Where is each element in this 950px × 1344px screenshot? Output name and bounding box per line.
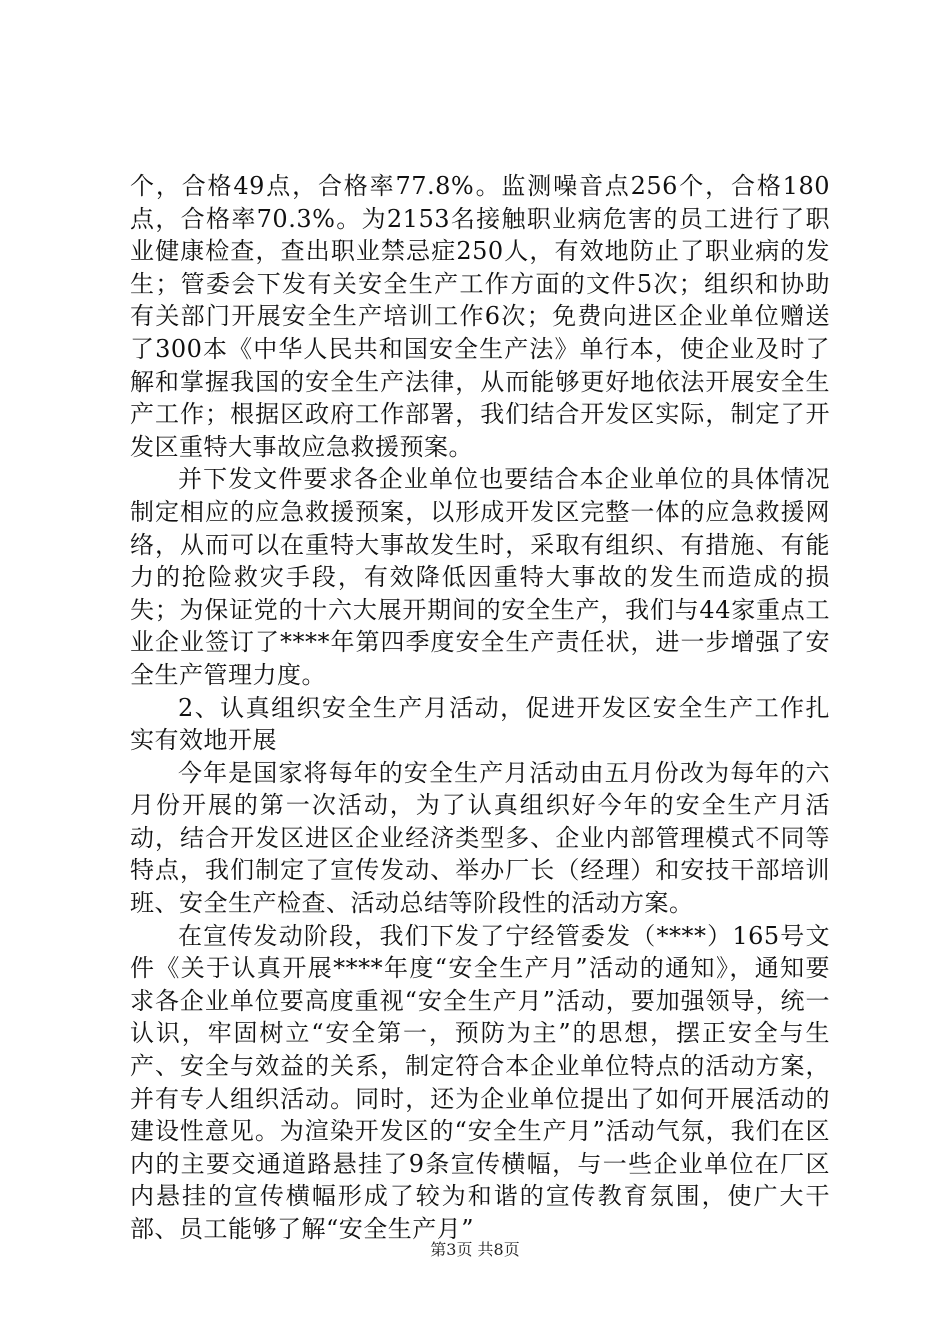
paragraph-safety-month-intro: 今年是国家将每年的安全生产月活动由五月份改为每年的六月份开展的第一次活动，为了认真组织好今年的安全生产月活动，结合开发区进区企业经济类型多、企业内部管理模式不同等特点，我们制定了宣传发动、举办厂长（经理）和安技干部培训班、安全生产检查、活动总结等阶段性的活动方案。 [130,758,830,918]
section-heading-safety-month: 2、认真组织安全生产月活动，促进开发区安全生产工作扎实有效地开展 [130,693,830,755]
paragraph-continuation: 个，合格49点，合格率77.8%。监测噪音点256个，合格180点，合格率70.3%。为2153名接触职业病危害的员工进行了职业健康检查，查出职业禁忌症250人，有效地防止了职业病的发生；管委会下发有关安全生产工作方面的文件5次；组织和协助有关部门开展安全生产培训工作6次；免费向进区企业单位赠送了300本《中华人民共和国安全生产法》单行本，使企业及时了解和掌握我国的安全生产法律，从而能够更好地依法开展安全生产工作；根据区政府工作部署，我们结合开发区实际，制定了开发区重特大事故应急救援预案。 [130,172,830,461]
paragraph-publicity-stage: 在宣传发动阶段，我们下发了宁经管委发（****）165号文件《关于认真开展****年度“安全生产月”活动的通知》，通知要求各企业单位要高度重视“安全生产月”活动，要加强领导，统一认识，牢固树立“安全第一，预防为主”的思想，摆正安全与生产、安全与效益的关系，制定符合本企业单位特点的活动方案，并有专人组织活动。同时，还为企业单位提出了如何开展活动的建设性意见。为渲染开发区的“安全生产月”活动气氛，我们在区内的主要交通道路悬挂了9条宣传横幅，与一些企业单位在厂区内悬挂的宣传横幅形成了较为和谐的宣传教育氛围，使广大干部、员工能够了解“安全生产月” [130,921,830,1243]
page-number-footer: 第3页 共8页 [430,1240,520,1259]
paragraph-emergency-plan: 并下发文件要求各企业单位也要结合本企业单位的具体情况制定相应的应急救援预案，以形成开发区完整一体的应急救援网络，从而可以在重特大事故发生时，采取有组织、有措施、有能力的抢险救灾手段，有效降低因重特大事故的发生而造成的损失；为保证党的十六大展开期间的安全生产，我们与44家重点工业企业签订了****年第四季度安全生产责任状，进一步增强了安全生产管理力度。 [130,465,830,689]
document-body [130,170,830,1246]
